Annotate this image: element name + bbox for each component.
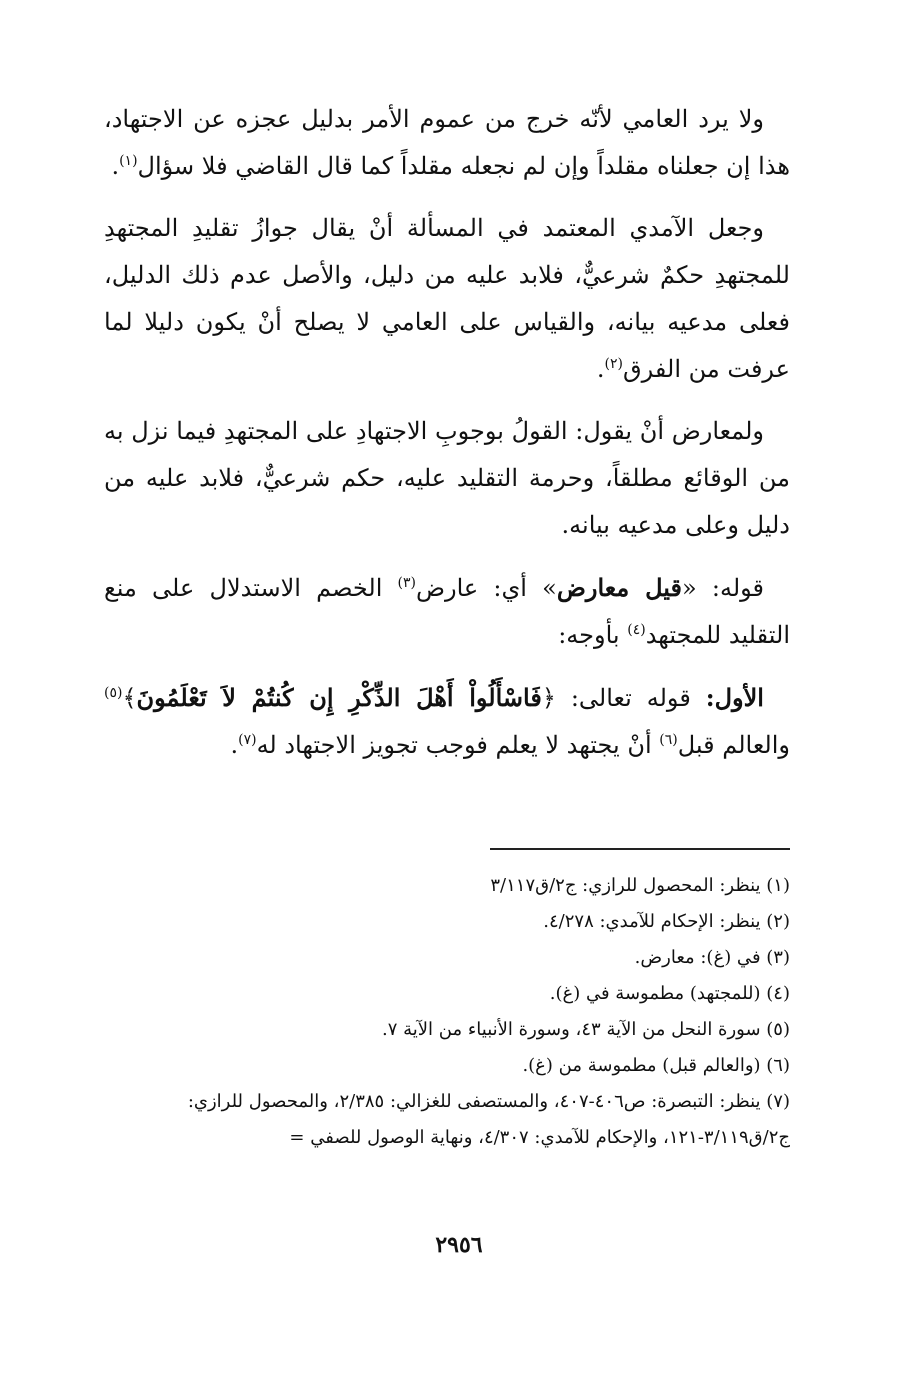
- footnote-ref-3[interactable]: (٣): [397, 575, 417, 591]
- paragraph-4-quoted-term: قيل معارض: [556, 573, 682, 602]
- paragraph-4-prefix: قوله: «: [682, 574, 764, 602]
- footnotes: [104, 868, 790, 1156]
- paragraph-3-line-1: ولمعارض أنْ يقول: القولُ بوجوبِ الاجتهادِ على المجتهدِ فيما نزل به: [104, 417, 764, 445]
- footnote-ref-5[interactable]: (٥): [104, 685, 123, 701]
- quran-verse: فَاسْأَلُواْ أَهْلَ الذِّكْرِ إِن كُنتُمْ لاَ تَعْلَمُونَ: [136, 683, 542, 712]
- quran-bracket-close: ﴾: [122, 684, 137, 712]
- paragraph-4-after-term: » أي: عارض: [416, 574, 557, 602]
- paragraph-4-suffix: بأوجه:: [558, 621, 628, 649]
- footnote-5: (٥) سورة النحل من الآية ٤٣، وسورة الأنبياء من الآية ٧.: [381, 1019, 790, 1040]
- paragraph-4-middle: الخصم الاستدلال على منع التقليد للمجتهد: [104, 574, 790, 649]
- paragraph-5-end: .: [230, 731, 239, 759]
- footnote-3: (٣) في (غ): معارض.: [634, 947, 790, 968]
- footnote-1: (١) ينظر: المحصول للرازي: ج٢/ق٣/١١٧: [490, 875, 790, 896]
- footnote-ref-6[interactable]: (٦): [659, 732, 678, 748]
- footnote-divider: [490, 848, 790, 850]
- paragraph-5-heading: الأول:: [705, 683, 764, 712]
- paragraph-2-end: .: [596, 355, 605, 383]
- paragraph-1-line-2: هذا إن جعلناه مقلداً وإن لم نجعله مقلداً كما قال القاضي فلا سؤال: [137, 152, 790, 180]
- paragraph-2: [104, 205, 790, 393]
- paragraph-1-line-1: ولا يرد العامي لأنّه خرج من عموم الأمر بدليل عجزه عن الاجتهاد،: [104, 105, 764, 133]
- main-text: [104, 96, 790, 784]
- page-number: ٢٩٥٦: [435, 1232, 483, 1258]
- footnote-2: (٢) ينظر: الإحكام للآمدي: ٤/٢٧٨.: [543, 911, 790, 932]
- paragraph-3: [104, 408, 790, 549]
- paragraph-4: [104, 564, 790, 659]
- paragraph-2-line-1: وجعل الآمدي المعتمد في المسألة أنْ يقال جوازُ تقليدِ المجتهدِ للمجتهدِ: [104, 214, 790, 289]
- footnote-ref-4[interactable]: (٤): [627, 622, 646, 638]
- paragraph-1-end: .: [111, 152, 120, 180]
- footnote-6: (٦) (والعالم قبل) مطموسة من (غ).: [522, 1055, 790, 1076]
- paragraph-5-lead: قوله تعالى: ﴿: [541, 684, 706, 712]
- footnote-4: (٤) (للمجتهد) مطموسة في (غ).: [549, 983, 790, 1004]
- paragraph-3-line-2: من الوقائع مطلقاً، وحرمة التقليد عليه، حكم شرعيٌّ، فلابد عليه من دليل: [104, 464, 790, 539]
- paragraph-2-line-2: حكمٌ شرعيٌّ، فلابد عليه من دليل، والأصل عدم ذلك الدليل، فعلى: [104, 261, 790, 336]
- footnote-ref-7[interactable]: (٧): [238, 732, 257, 748]
- paragraph-2-line-4: الفرق: [623, 355, 681, 383]
- paragraph-1: [104, 96, 790, 190]
- paragraph-3-line-3: وعلى مدعيه بيانه.: [561, 511, 739, 539]
- footnote-7-continued: ج٢/ق٣/١١٩-١٢١، والإحكام للآمدي: ٤/٣٠٧، ونهاية الوصول للصفي =: [289, 1127, 790, 1148]
- paragraph-5-text: والعالم قبل: [677, 731, 790, 759]
- paragraph-5-rest: أنْ يجتهد لا يعلم فوجب تجويز الاجتهاد له: [256, 731, 660, 759]
- footnote-7: (٧) ينظر: التبصرة: ص٤٠٦-٤٠٧، والمستصفى للغزالي: ٢/٣٨٥، والمحصول للرازي:: [187, 1091, 790, 1112]
- paragraph-5: [104, 674, 790, 769]
- footnote-ref-1[interactable]: (١): [119, 153, 138, 169]
- footnote-ref-2[interactable]: (٢): [604, 356, 624, 372]
- paragraph-2-line-3: مدعيه بيانه، والقياس على العامي لا يصلح أنْ يكون دليلا لما عرفت من: [104, 308, 790, 383]
